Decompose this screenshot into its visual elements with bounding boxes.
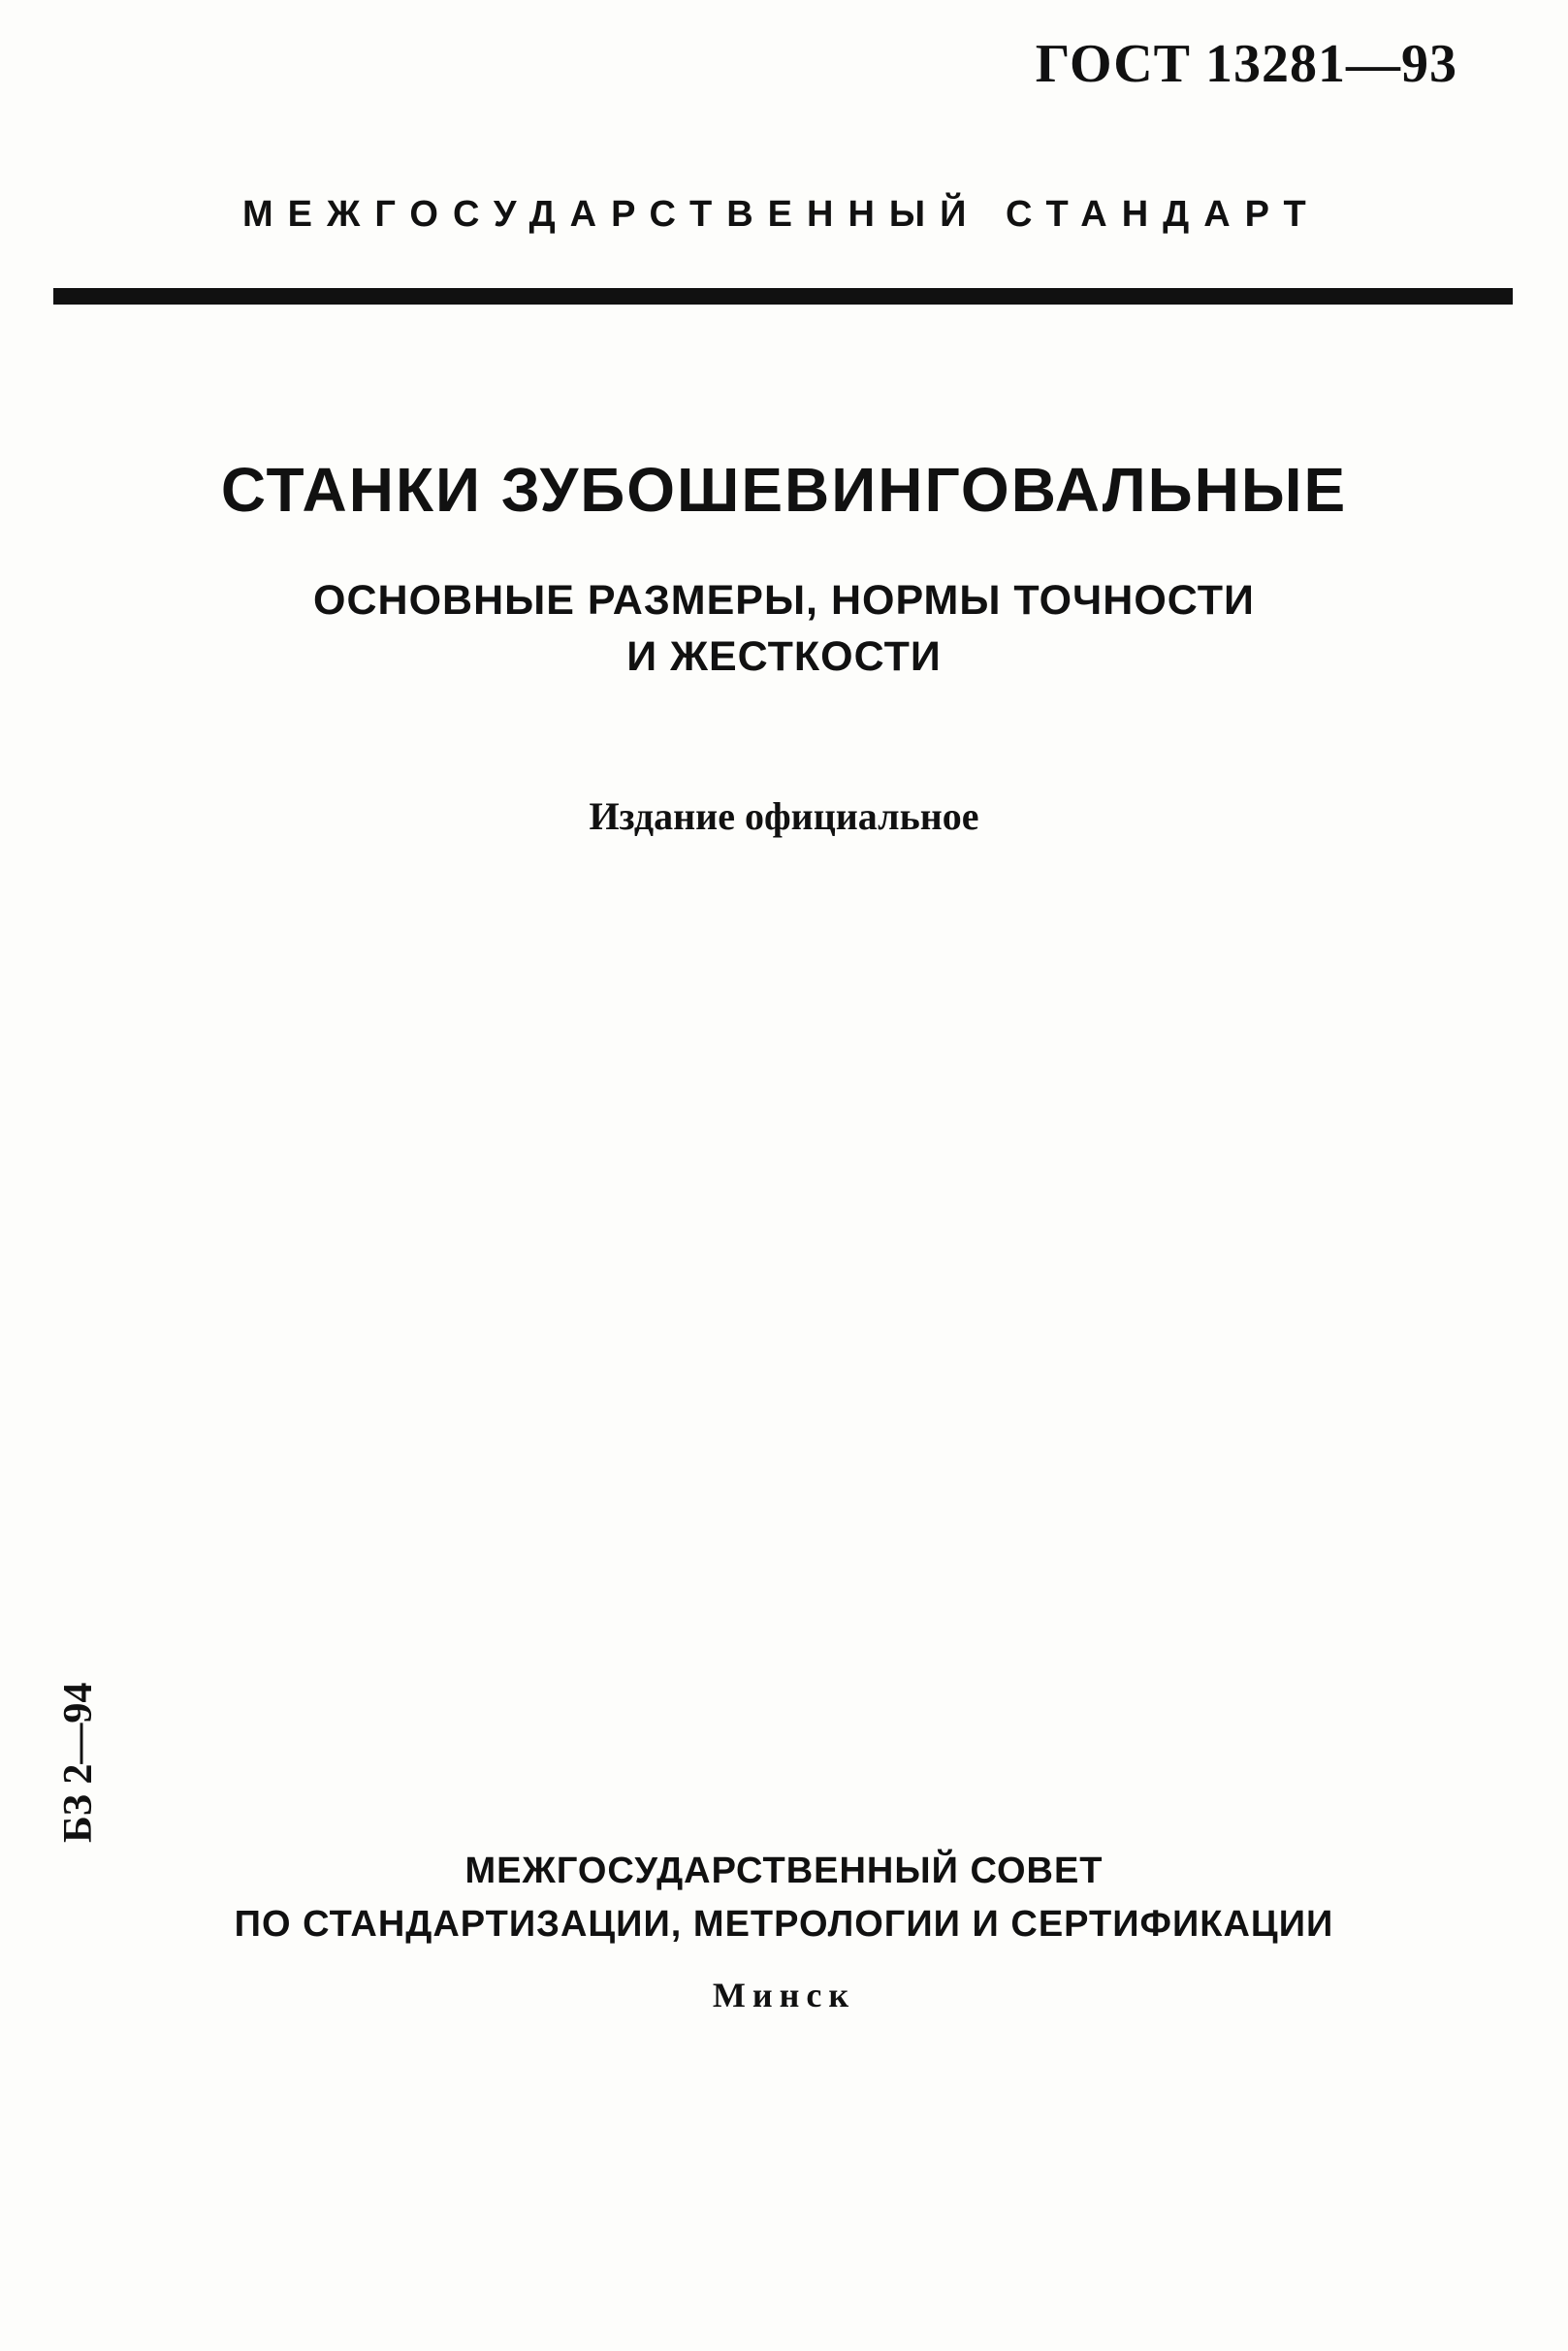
header-divider: [53, 288, 1513, 305]
document-subtitle: [0, 572, 1568, 685]
standard-type-label: МЕЖГОСУДАРСТВЕННЫЙ СТАНДАРТ: [242, 194, 1321, 235]
gost-number: ГОСТ 13281—93: [1035, 34, 1457, 94]
subtitle-line-1: ОСНОВНЫЕ РАЗМЕРЫ, НОРМЫ ТОЧНОСТИ: [313, 577, 1255, 624]
edition-label: Издание официальное: [589, 794, 979, 838]
publisher-block: [0, 1845, 1568, 1951]
subtitle-line-2: И ЖЕСТКОСТИ: [626, 633, 942, 680]
publisher-line-1: МЕЖГОСУДАРСТВЕННЫЙ СОВЕТ: [464, 1851, 1104, 1891]
document-title: СТАНКИ ЗУБОШЕВИНГОВАЛЬНЫЕ: [220, 455, 1348, 525]
publisher-line-2: ПО СТАНДАРТИЗАЦИИ, МЕТРОЛОГИИ И СЕРТИФИКАЦИИ: [234, 1904, 1334, 1945]
publication-city: Минск: [712, 1976, 856, 2014]
side-publication-code: БЗ 2—94: [56, 1682, 101, 1843]
